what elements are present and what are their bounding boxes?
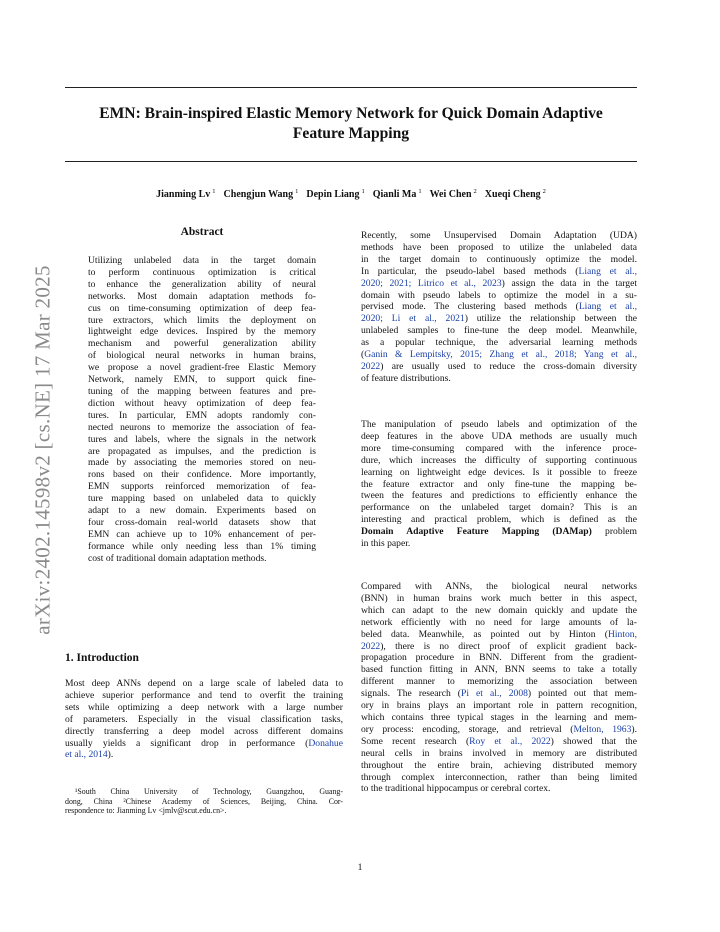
abstract-line: of biological neural networks in human brains,	[88, 350, 316, 362]
text-line: Domain Adaptive Feature Mapping (DAMap) problem	[361, 526, 638, 538]
text-line: more time-consuming compared with the inference proce-	[361, 442, 637, 454]
abstract-line: to perform continuous optimization is critical	[88, 266, 316, 278]
text-line: In particular, the pseudo-label based methods (Liang et al.,	[361, 265, 637, 277]
title-line: Feature Mapping	[292, 125, 410, 142]
text-line: different manner to memorizing the association between	[361, 676, 637, 688]
text-line: 2022) are usually used to reduce the cross-domain diversity	[361, 360, 637, 372]
abstract-line: diction without heavy optimization of deep fea-	[88, 397, 316, 409]
affiliation-footnote	[65, 787, 343, 816]
abstract-line: tures and labels, where the signals in the network	[88, 433, 316, 445]
text-line: 2020; 2021; Litrico et al., 2023) assign the data in the target	[361, 277, 637, 289]
author-affiliation-mark: 2	[542, 188, 546, 195]
title-bottom-rule	[65, 161, 637, 162]
text-line: beled data. Meanwhile, as pointed out by Hinton (Hinton,	[361, 628, 637, 640]
text-line: dure, which increases the difficulty of supporting continuous	[361, 454, 637, 466]
text-line: propagation procedure in BNN. Different from the gradient-	[361, 652, 637, 664]
text-line: in the target domain to continuously optimize the model.	[361, 253, 637, 265]
text-line: (BNN) in human brains work much better in this aspect,	[361, 592, 637, 604]
abstract-line: EMN can achieve up to 10% enhancement of per-	[88, 528, 316, 540]
abstract-line: we propose a novel gradient-free Elastic Memory	[88, 362, 316, 374]
text-line: neural cells in brains involved in memory are distributed	[361, 747, 637, 759]
author-name: Qianli Ma	[372, 189, 417, 201]
author	[373, 189, 422, 200]
text-line: 2020; Li et al., 2021) utilize the relationship between the	[361, 313, 637, 325]
abstract-heading: Abstract	[180, 226, 224, 238]
text-line: ory process: encoding, storage, and retrieval (Melton, 1963).	[361, 723, 637, 735]
author-affiliation-mark: 2	[473, 188, 477, 195]
author-affiliation-mark: 1	[361, 188, 365, 195]
author-name: Depin Liang	[306, 189, 360, 201]
abstract-line: Network, namely EMN, to support quick fine-	[88, 374, 316, 386]
abstract-line: formance while only needing less than 1% timing	[88, 540, 316, 552]
author-name: Wei Chen	[429, 189, 472, 201]
text-line: the feature extractor and only fine-tune the mapping be-	[361, 478, 637, 490]
abstract-line: networks. Most domain adaptation methods fo-	[88, 290, 316, 302]
text-line: 2022), there is no direct proof of explicit gradient back-	[361, 640, 637, 652]
footnote-line: respondence to: Jianming Lv <jmlv@scut.edu.cn>.	[65, 806, 227, 816]
text-line: domain with pseudo labels to optimize the model in a su-	[361, 289, 637, 301]
abstract-line: rons based on their confidence. More importantly,	[88, 469, 316, 481]
intro-paragraph	[361, 230, 637, 385]
author-name: Chengjun Wang	[223, 189, 294, 201]
author	[156, 189, 215, 200]
author-name: Xueqi Cheng	[484, 189, 541, 201]
abstract-line: cus on time-consuming optimization of deep fea-	[88, 302, 316, 314]
intro-paragraph	[361, 419, 637, 550]
author-affiliation-mark: 1	[295, 188, 299, 195]
abstract-line: four cross-domain real-world datasets show that	[88, 516, 316, 528]
text-line: network efficiently with no need for large amounts of la-	[361, 616, 637, 628]
text-line: as a popular technique, the adversarial learning methods	[361, 337, 637, 349]
text-line: directly transferring a deep model across different domains	[65, 725, 343, 737]
text-line: sets while optimizing a deep network with a large number	[65, 701, 343, 713]
text-line: Some recent research (Roy et al., 2022) showed that the	[361, 735, 637, 747]
abstract-line: to enhance the generalization ability of neural	[88, 278, 316, 290]
text-line: based function fitting in ANN, BNN seems to take a totally	[361, 664, 637, 676]
text-line: to the traditional hippocampus or cerebral cortex.	[361, 783, 551, 795]
abstract-line: tures. In particular, EMN adopts randomly con-	[88, 409, 316, 421]
intro-paragraph	[361, 581, 637, 795]
text-line: learning on lightweight edge devices. Is it possible to freeze	[361, 466, 637, 478]
text-line: which can adapt to the new domain quickly and update the	[361, 604, 637, 616]
text-line: performance on the unlabeled target domain? This is an	[361, 502, 637, 514]
abstract-body	[88, 255, 316, 565]
text-line: usually yields a significant drop in performance (Donahue	[65, 737, 343, 749]
arxiv-id: arXiv:2402.14598v2 [cs.NE] 17 Mar 2025	[30, 265, 55, 635]
abstract-line: mechanism and powerful generalization ability	[88, 338, 316, 350]
title-line: EMN: Brain-inspired Elastic Memory Network for Quick Domain Adaptive	[99, 105, 603, 122]
page-number: 1	[357, 862, 363, 873]
author	[224, 189, 299, 200]
abstract-line: adapt to a new domain. Experiments based on	[88, 505, 316, 517]
text-line: signals. The research (Pi et al., 2008) pointed out that mem-	[361, 688, 638, 700]
title-top-rule	[65, 87, 637, 88]
text-line: tween the features and predictions to efficiently enhance the	[361, 490, 637, 502]
text-line: through complex interconnection, rather than being limited	[361, 771, 637, 783]
author-name: Jianming Lv	[156, 189, 211, 201]
text-line: (Ganin & Lempitsky, 2015; Zhang et al., 2018; Yang et al.,	[361, 349, 637, 361]
text-line: The manipulation of pseudo labels and optimization of the	[361, 419, 637, 430]
author	[306, 189, 364, 200]
abstract-line: lightweight edge devices. Inspired by the memory	[88, 326, 316, 338]
footnote-line: dong, China ²Chinese Academy of Sciences, Beijing, China. Cor-	[65, 796, 343, 806]
text-line: which contains three typical stages in the learning and mem-	[361, 711, 637, 723]
text-line: Recently, some Unsupervised Domain Adaptation (UDA)	[361, 230, 637, 241]
abstract-line: nected neurons to memorize the association of fea-	[88, 421, 316, 433]
abstract-line: ture mapping based on unlabeled data to quickly	[88, 493, 316, 505]
abstract-line: cost of traditional domain adaptation methods.	[88, 552, 267, 564]
abstract-line: made by associating the memories stored on neu-	[88, 457, 316, 469]
text-line: of parameters. Especially in the visual classification tasks,	[65, 713, 343, 725]
footnote-line: ¹South China University of Technology, Guangzhou, Guang-	[75, 787, 343, 796]
abstract-line: tuning of the mapping between features and pre-	[88, 385, 316, 397]
text-line: of feature distributions.	[361, 372, 451, 384]
text-line: ory in brains plays an important role in pattern recognition,	[361, 700, 637, 712]
text-line: Compared with ANNs, the biological neural networks	[361, 581, 637, 592]
text-line: throughout the entire brain, achieving distributed memory	[361, 759, 637, 771]
text-line: unlabeled samples to fine-tune the deep model. Meanwhile,	[361, 325, 637, 337]
author-list	[65, 188, 637, 200]
text-line: pervised mode. The clustering based methods (Liang et al.,	[361, 301, 637, 313]
introduction-body	[65, 678, 343, 761]
text-line: Most deep ANNs depend on a large scale of labeled data to	[65, 678, 343, 689]
text-line: interesting and practical problem, which is defined as the	[361, 514, 637, 526]
text-line: in this paper.	[361, 538, 411, 550]
abstract-line: ture extractors, which limits the deployment on	[88, 314, 316, 326]
author-affiliation-mark: 1	[212, 188, 216, 195]
author	[430, 189, 477, 200]
text-line: achieve superior performance and tend to overfit the training	[65, 689, 343, 701]
text-line: et al., 2014).	[65, 749, 114, 761]
section-heading-introduction: 1. Introduction	[65, 652, 139, 664]
text-line: methods have been proposed to utilize the unlabeled data	[361, 241, 637, 253]
abstract-line: EMN supports reinforced memorization of fea-	[88, 481, 316, 493]
abstract-line: Utilizing unlabeled data in the target domain	[88, 255, 316, 266]
paper-title	[65, 104, 637, 144]
author	[485, 189, 546, 200]
abstract-line: are propagated as impulses, and the prediction is	[88, 445, 316, 457]
author-affiliation-mark: 1	[418, 188, 422, 195]
text-line: deep features in the above UDA methods are usually much	[361, 430, 637, 442]
